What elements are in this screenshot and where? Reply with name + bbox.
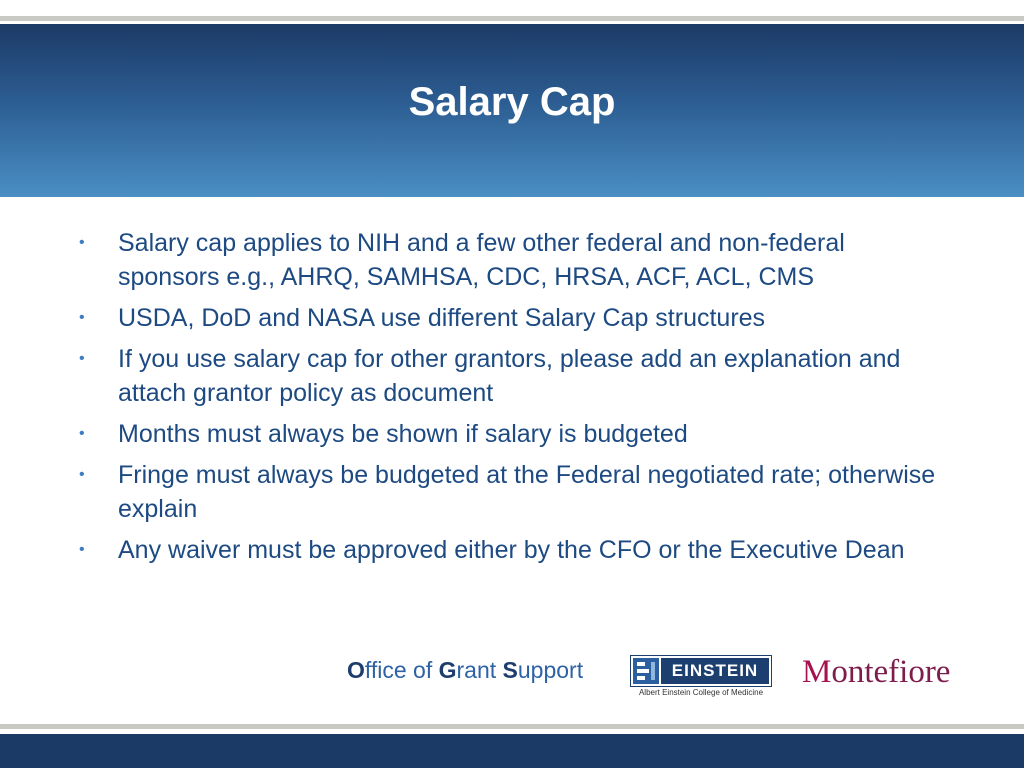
office-of-grant-support-label: Office of Grant Support <box>347 657 584 683</box>
bullet-item <box>76 458 946 526</box>
bullet-item <box>76 342 946 410</box>
einstein-logo-box <box>630 655 772 687</box>
einstein-emblem-icon <box>633 658 659 684</box>
bullet-dot-icon: • <box>79 234 85 251</box>
bottom-divider <box>0 724 1024 729</box>
bullet-item <box>76 417 946 451</box>
slide-title: Salary Cap <box>408 80 616 124</box>
bullet-dot-icon: • <box>79 350 85 367</box>
bullet-dot-icon: • <box>79 425 85 442</box>
bullet-text: Salary cap applies to NIH and a few other federal and non-federal sponsors e.g., AHRQ, SAMHSA, CDC, HRSA, ACF, ACL, CMS <box>118 229 845 291</box>
bullet-item <box>76 226 946 294</box>
einstein-subtitle: Albert Einstein College of Medicine <box>638 688 764 697</box>
bullet-item <box>76 533 946 567</box>
einstein-logo <box>630 655 772 701</box>
bullet-dot-icon: • <box>79 541 85 558</box>
bullet-list <box>76 226 946 574</box>
bullet-text: USDA, DoD and NASA use different Salary Cap structures <box>118 304 766 332</box>
bullet-text: Months must always be shown if salary is budgeted <box>118 420 688 448</box>
bullet-dot-icon: • <box>79 466 85 483</box>
bullet-text: Any waiver must be approved either by the CFO or the Executive Dean <box>118 536 905 564</box>
bullet-item <box>76 301 946 335</box>
bullet-text: If you use salary cap for other grantors, please add an explanation and attach grantor policy as document <box>118 345 901 407</box>
bullet-dot-icon: • <box>79 309 85 326</box>
bullet-text: Fringe must always be budgeted at the Federal negotiated rate; otherwise explain <box>118 461 936 523</box>
top-divider <box>0 16 1024 21</box>
footer-band <box>0 734 1024 768</box>
montefiore-logo: Montefiore <box>802 654 951 690</box>
einstein-wordmark: EINSTEIN <box>661 658 769 684</box>
